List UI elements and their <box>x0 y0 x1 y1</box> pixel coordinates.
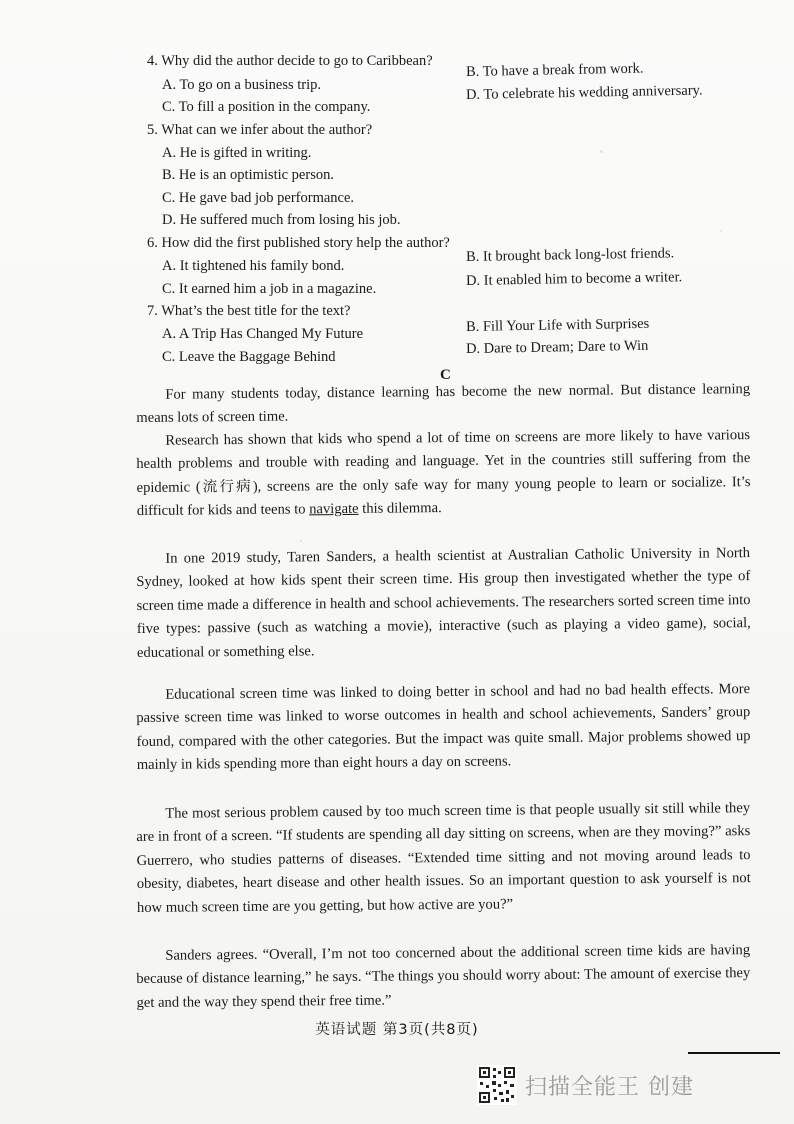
question-5-option-d: D. He suffered much from losing his job. <box>162 212 401 228</box>
question-5-option-a: A. He is gifted in writing. <box>162 145 312 161</box>
question-4-option-c: C. To fill a position in the company. <box>162 99 371 115</box>
question-6-stem: 6. How did the first published story help the author? <box>147 235 450 251</box>
section-label: C <box>440 367 451 383</box>
question-4-option-a: A. To go on a business trip. <box>162 77 322 93</box>
question-5-option-c: C. He gave bad job performance. <box>162 190 355 206</box>
paragraph-2-text-after: this dilemma. <box>358 500 442 518</box>
underlined-word-navigate: navigate <box>309 501 359 518</box>
question-7-option-b: B. Fill Your Life with Surprises <box>465 315 650 335</box>
page-footer: 英语试题 第3页(共8页) <box>315 1022 479 1038</box>
scan-speck <box>720 230 722 232</box>
question-7-stem: 7. What’s the best title for the text? <box>147 303 351 319</box>
passage-paragraph-1: For many students today, distance learning has become the new normal. But distance learning means lots of screen time. <box>136 381 751 427</box>
question-7-option-a: A. A Trip Has Changed My Future <box>162 326 364 342</box>
question-6-option-b: B. It brought back long-lost friends. <box>465 245 675 265</box>
question-4-option-b: B. To have a break from work. <box>465 60 644 80</box>
question-6-option-a: A. It tightened his family bond. <box>162 258 345 274</box>
scan-speck <box>300 540 302 542</box>
watermark-text: 扫描全能王 创建 <box>525 1075 694 1100</box>
footer-rule <box>688 1052 780 1054</box>
question-7-option-d: D. Dare to Dream; Dare to Win <box>465 337 649 357</box>
paragraph-2-text-before: Research has shown that kids who spend a lot of time on screens are more likely to have various health problems and trouble with reading and language. Yet in the countries still suffering from the epidemic (流行病), screens are the only safe way for many young people to learn or socialize. It’s difficult for kids and teens to <box>136 427 751 520</box>
question-6-option-d: D. It enabled him to become a writer. <box>465 269 683 289</box>
question-4-stem: 4. Why did the author decide to go to Caribbean? <box>147 53 433 69</box>
question-7-option-c: C. Leave the Baggage Behind <box>162 349 336 365</box>
passage-paragraph-2 <box>136 424 751 524</box>
passage-paragraph-5: The most serious problem caused by too much screen time is that people usually sit still while they are in front of a screen. “If students are spending all day sitting on screens, when are they moving?” asks Guerrero, who studies patterns of diseases. “Extended time sitting and not moving around leads to obesity, diabetes, heart disease and other health issues. So an important question to ask yourself is not how much screen time are you getting, but how active are you?” <box>136 800 751 916</box>
passage-paragraph-3: In one 2019 study, Taren Sanders, a health scientist at Australian Catholic University in North Sydney, looked at how kids spent their screen time. His group then investigated whether the type of screen time made a difference in health and school achievements. The researchers sorted screen time into five types: passive (such as watching a movie), interactive (such as playing a video game), social, educational or something else. <box>136 545 751 661</box>
question-5-option-b: B. He is an optimistic person. <box>162 167 334 183</box>
passage-paragraph-4: Educational screen time was linked to doing better in school and had no bad health effects. More passive screen time was linked to worse outcomes in health and school achievements, Sanders’ group found, compared with the other categories. But the impact was quite small. Major problems showed up mainly in kids spending more than eight hours a day on screens. <box>136 681 751 774</box>
scan-speck <box>600 150 603 153</box>
question-4-option-d: D. To celebrate his wedding anniversary. <box>465 82 703 103</box>
passage-paragraph-6: Sanders agrees. “Overall, I’m not too concerned about the additional screen time kids are having because of distance learning,” he says. “The things you should worry about: The amount of exercise they get and the way they spend their free time.” <box>136 942 751 1011</box>
question-6-option-c: C. It earned him a job in a magazine. <box>162 281 377 297</box>
question-5-stem: 5. What can we infer about the author? <box>147 122 373 138</box>
qr-code-icon <box>477 1065 517 1105</box>
